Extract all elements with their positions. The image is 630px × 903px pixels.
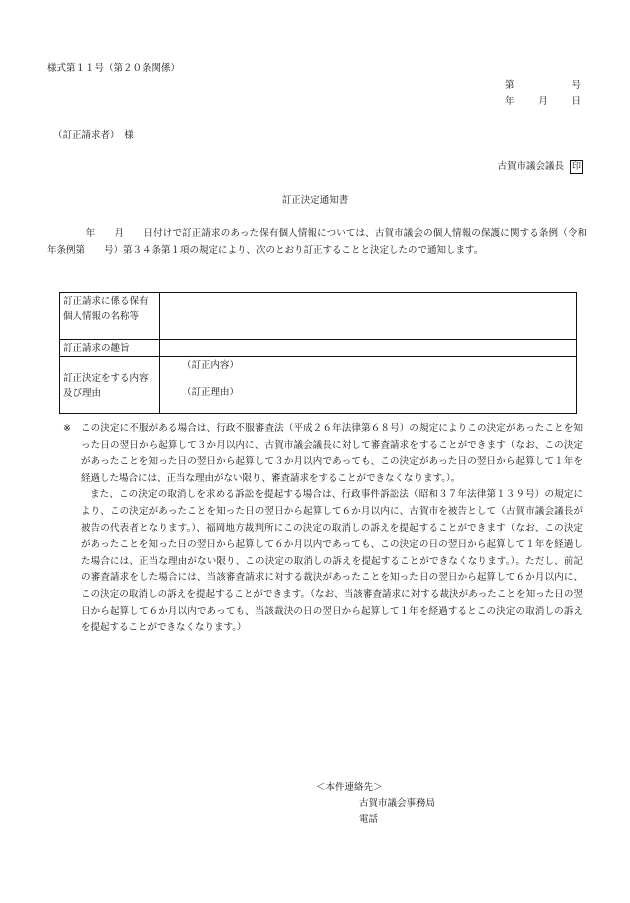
form-number: 様式第１１号（第２０条関係） xyxy=(47,63,181,74)
date-month-label: 月 xyxy=(538,96,548,107)
table-row-label: 訂正請求に係る保有個人情報の名称等 xyxy=(60,293,160,340)
notes-section xyxy=(63,421,583,637)
correction-reason-label: （訂正理由） xyxy=(182,387,240,398)
correction-content-label: （訂正内容） xyxy=(182,360,240,371)
table-row-label: 訂正決定をする内容及び理由 xyxy=(60,357,160,414)
correction-info-table xyxy=(59,292,577,414)
seal-mark: 印 xyxy=(571,162,581,172)
table-row-value xyxy=(160,357,577,414)
contact-phone-label: 電話 xyxy=(359,814,379,825)
body-paragraph: 年 月 日付けで訂正請求のあった保有個人情報については、古賀市議会の個人情報の保護に関する条例（令和 年条例第 号）第３４条第１項の規定により、次のとおり訂正することと決定したので通知します。 xyxy=(47,228,607,256)
contact-office: 古賀市議会事務局 xyxy=(359,798,436,809)
table-row-label: 訂正請求の趣旨 xyxy=(60,340,160,357)
table-row xyxy=(60,293,577,340)
appeal-notice-paragraph: この決定に不服がある場合は、行政不服審査法（平成２６年法律第６８号）の規定によりこの決定があったことを知った日の翌日から起算して３か月以内に、古賀市議会議長に対して審査請求をすることができます（なお、この決定があったことを知った日の翌日から起算して３か月以内であっても、この決定があった日の翌日から起算して１年を経過した場合には、正当な理由がない限り、審査請求をすることができなくなります。）。 xyxy=(81,423,583,484)
date-day-label: 日 xyxy=(571,96,581,107)
note-mark: ※ xyxy=(63,423,71,434)
document-number xyxy=(505,78,581,94)
table-row xyxy=(60,340,577,357)
document-number-prefix: 第 xyxy=(505,80,515,91)
lawsuit-notice-paragraph: また、この決定の取消しを求める訴訟を提起する場合は、行政事件訴訟法（昭和３７年法律第１３９号）の規定により、この決定があったことを知った日の翌日から起算して６か月以内に、古賀市を被告として（古賀市議会議長が被告の代表者となります。）、福岡地方裁判所にこの決定の取消しの訴えを提起することができます（なお、この決定があったことを知った日の翌日から起算して６か月以内であっても、この決定の日の翌日から起算して１年を経過した場合には、正当な理由がない限り、この決定の取消しの訴えを提起することができなくなります。）。ただし、前記の審査請求をした場合には、当該審査請求に対する裁決があったことを知った日の翌日から起算して６か月以内に、この決定の取消しの訴えを提起することができます。（なお、当該審査請求に対する裁決があったことを知った日の翌日から起算して６か月以内であっても、当該裁決の日の翌日から起算して１年を経過するとこの決定の取消しの訴えを提起することができなくなります。） xyxy=(81,489,583,634)
table-row-value xyxy=(160,340,577,357)
table-row-value xyxy=(160,293,577,340)
table-row xyxy=(60,357,577,414)
contact-heading: ＜本件連絡先＞ xyxy=(316,782,383,793)
recipient-line: （訂正請求者） 様 xyxy=(53,130,134,141)
sender-line xyxy=(497,159,583,175)
document-number-suffix: 号 xyxy=(571,80,581,91)
document-title: 訂正決定通知書 xyxy=(281,195,349,206)
date-year-label: 年 xyxy=(505,96,515,107)
issue-date xyxy=(505,94,581,110)
sender-name: 古賀市議会議長 xyxy=(497,161,564,172)
